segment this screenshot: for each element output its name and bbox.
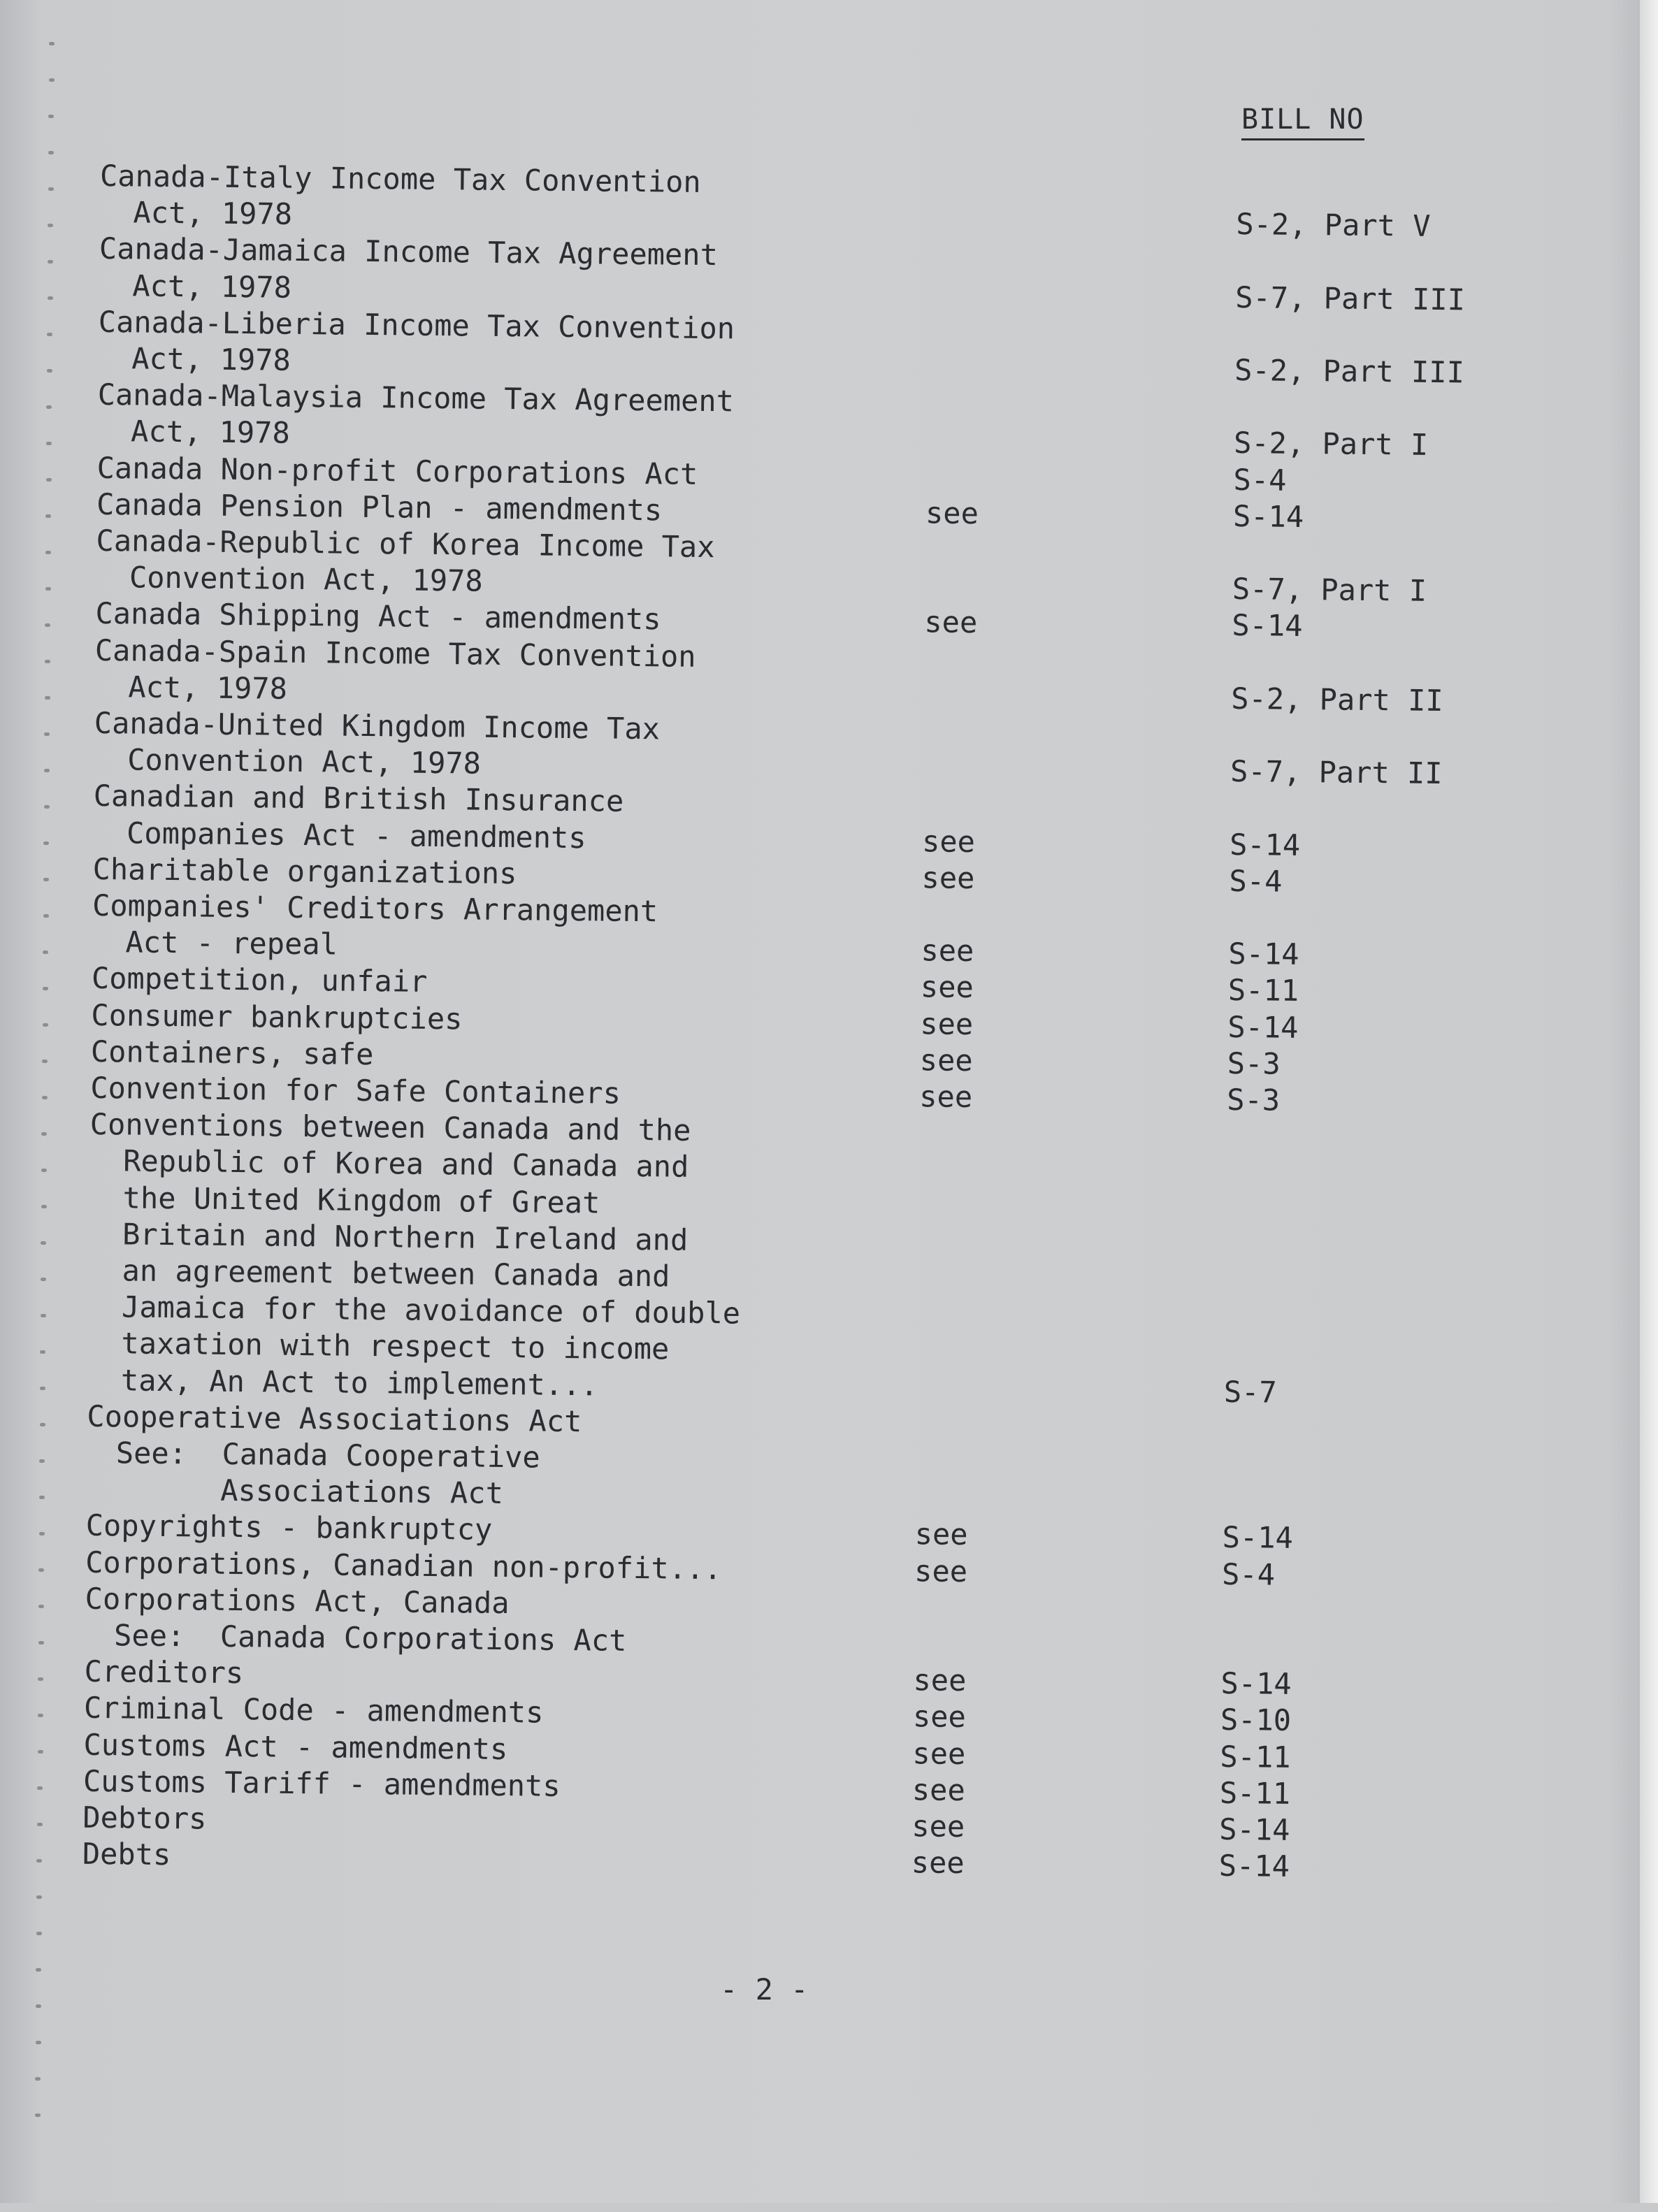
index-subject: Act, 1978 bbox=[133, 195, 293, 231]
index-subject: Debtors bbox=[82, 1800, 207, 1836]
see-reference: see bbox=[919, 1043, 973, 1078]
index-subject: Convention Act, 1978 bbox=[129, 560, 483, 598]
index-subject: Jamaica for the avoidance of double bbox=[121, 1289, 741, 1331]
bill-number: S-2, Part V bbox=[1236, 207, 1431, 244]
index-subject: Canada-Jamaica Income Tax Agreement bbox=[99, 231, 719, 273]
index-subject: tax, An Act to implement... bbox=[120, 1362, 598, 1403]
index-subject: Associations Act bbox=[220, 1473, 504, 1511]
index-subject: Customs Tariff - amendments bbox=[82, 1763, 561, 1803]
bill-number: S-2, Part II bbox=[1231, 681, 1443, 718]
bill-number: S-7, Part I bbox=[1232, 572, 1427, 609]
bill-number: S-14 bbox=[1232, 498, 1304, 534]
index-subject: Canada Shipping Act - amendments bbox=[95, 596, 661, 637]
see-reference: see bbox=[925, 496, 979, 530]
index-subject: Canada-Malaysia Income Tax Agreement bbox=[97, 377, 735, 419]
index-subject: Britain and Northern Ireland and bbox=[122, 1217, 689, 1257]
bill-number: S-10 bbox=[1220, 1703, 1292, 1738]
index-subject: Copyrights - bankruptcy bbox=[85, 1508, 493, 1547]
bill-number: S-14 bbox=[1220, 1666, 1292, 1702]
see-reference: see bbox=[911, 1809, 965, 1844]
index-subject: Canada-Spain Income Tax Convention bbox=[94, 632, 696, 674]
index-subject: Corporations, Canadian non-profit... bbox=[85, 1545, 722, 1586]
see-reference: see bbox=[921, 823, 976, 859]
bill-number: S-14 bbox=[1218, 1848, 1290, 1884]
index-subject: Canada-Italy Income Tax Convention bbox=[99, 158, 701, 199]
bill-number: S-4 bbox=[1233, 462, 1287, 498]
bill-number: S-14 bbox=[1222, 1520, 1294, 1556]
bill-number: S-7, Part III bbox=[1235, 280, 1466, 317]
index-subject: Act, 1978 bbox=[131, 341, 291, 377]
index-subject: Canada-Liberia Income Tax Convention bbox=[98, 304, 735, 346]
bill-number: S-2, Part I bbox=[1233, 426, 1429, 463]
bill-number: S-3 bbox=[1227, 1082, 1281, 1118]
index-subject: Customs Act - amendments bbox=[83, 1727, 508, 1766]
index-subject: Conventions between Canada and the bbox=[89, 1107, 691, 1148]
bill-number: S-11 bbox=[1219, 1775, 1291, 1811]
see-reference: see bbox=[921, 860, 975, 895]
bill-number: S-4 bbox=[1221, 1556, 1276, 1592]
page-number: - 2 - bbox=[720, 1972, 809, 2007]
index-subject: Creditors bbox=[84, 1654, 244, 1691]
index-subject: Companies' Creditors Arrangement bbox=[92, 888, 658, 929]
see-reference: see bbox=[911, 1845, 965, 1881]
index-subject: Convention Act, 1978 bbox=[127, 742, 482, 781]
bill-number: S-14 bbox=[1219, 1812, 1290, 1847]
bill-number: S-14 bbox=[1228, 937, 1299, 972]
see-reference: see bbox=[912, 1699, 967, 1735]
index-subject: Competition, unfair bbox=[91, 961, 428, 999]
index-subject: See: Canada Corporations Act bbox=[113, 1618, 627, 1658]
index-subject: Canada Non-profit Corporations Act bbox=[96, 450, 698, 491]
index-subject: Consumer bankruptcies bbox=[91, 997, 463, 1036]
index-subject: Debts bbox=[82, 1836, 171, 1872]
index-subject: Criminal Code - amendments bbox=[83, 1691, 544, 1730]
index-subject: taxation with respect to income bbox=[121, 1326, 670, 1366]
bill-number: S-7 bbox=[1223, 1374, 1278, 1410]
see-reference: see bbox=[919, 1079, 973, 1115]
see-reference: see bbox=[924, 605, 978, 640]
bill-number: S-11 bbox=[1227, 973, 1299, 1009]
index-subject: Charitable organizations bbox=[92, 851, 517, 891]
index-subject: Republic of Korea and Canada and bbox=[123, 1143, 689, 1185]
index-subject: See: Canada Cooperative bbox=[115, 1436, 540, 1475]
index-subject: Act - repeal bbox=[125, 925, 338, 962]
index-subject: Corporations Act, Canada bbox=[85, 1581, 510, 1620]
bill-number: S-11 bbox=[1220, 1739, 1291, 1774]
see-reference: see bbox=[912, 1735, 966, 1771]
see-reference: see bbox=[920, 969, 974, 1005]
index-subject: Canada Pension Plan - amendments bbox=[96, 486, 663, 528]
bill-number: S-4 bbox=[1229, 863, 1283, 899]
see-reference: see bbox=[913, 1663, 967, 1698]
index-subject: Canada-Republic of Korea Income Tax bbox=[96, 523, 715, 565]
index-subject: Canada-United Kingdom Income Tax bbox=[94, 705, 661, 746]
index-subject: Act, 1978 bbox=[128, 670, 288, 706]
index-subject: Act, 1978 bbox=[130, 414, 291, 451]
see-reference: see bbox=[914, 1553, 968, 1589]
index-subject: an agreement between Canada and bbox=[122, 1253, 670, 1294]
index-subject: Convention for Safe Containers bbox=[90, 1070, 621, 1111]
bill-number: S-3 bbox=[1227, 1046, 1281, 1081]
bill-number: S-14 bbox=[1232, 608, 1303, 644]
see-reference: see bbox=[921, 933, 974, 969]
index-subject: Cooperative Associations Act bbox=[87, 1398, 582, 1439]
bill-no-heading: BILL NO bbox=[1241, 103, 1364, 140]
bill-number: S-2, Part III bbox=[1234, 352, 1465, 390]
index-subject: Containers, safe bbox=[90, 1034, 374, 1071]
bill-number: S-14 bbox=[1229, 827, 1301, 862]
index-subject: Act, 1978 bbox=[132, 268, 292, 305]
index-subject: Companies Act - amendments bbox=[126, 815, 586, 855]
bill-number: S-7, Part II bbox=[1230, 754, 1443, 791]
bill-number: S-14 bbox=[1227, 1009, 1299, 1045]
see-reference: see bbox=[911, 1772, 966, 1807]
index-subject: Canadian and British Insurance bbox=[93, 779, 624, 819]
see-reference: see bbox=[914, 1517, 968, 1552]
see-reference: see bbox=[920, 1006, 974, 1041]
index-subject: the United Kingdom of Great bbox=[122, 1180, 600, 1220]
